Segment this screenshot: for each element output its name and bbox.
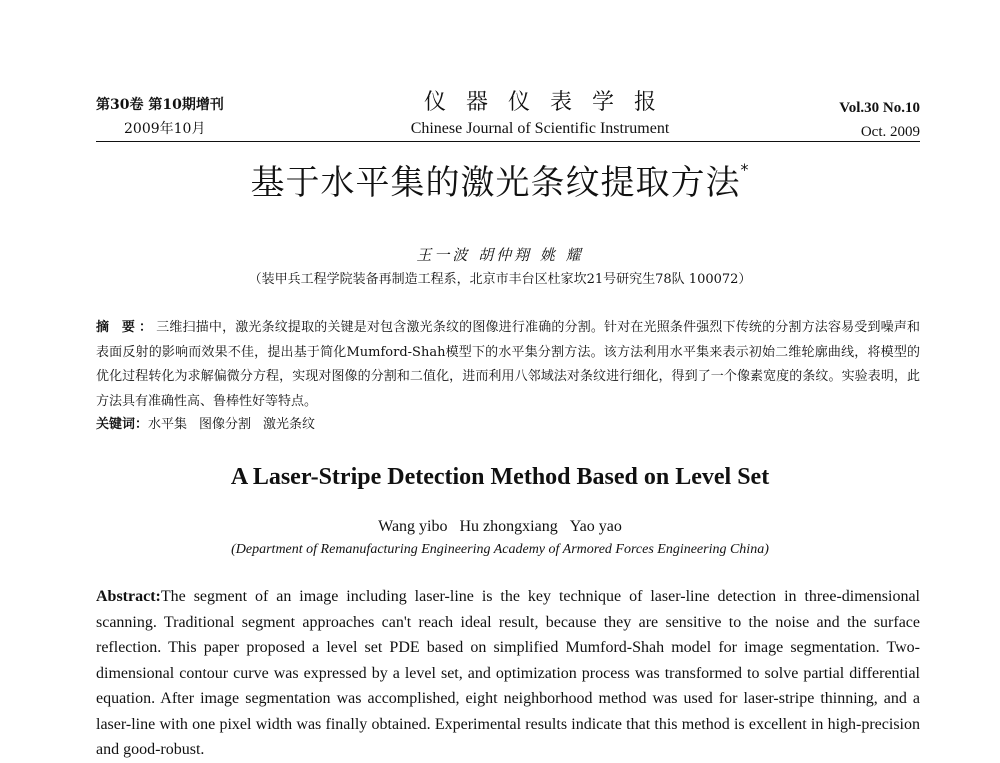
journal-volume-info	[839, 96, 920, 144]
issue-date-en: Oct. 2009	[860, 124, 920, 140]
affiliation-cn: （装甲兵工程学院装备再制造工程系，北京市丰台区杜家坎21号研究生78队 100072）	[248, 272, 752, 287]
journal-issue-info	[96, 93, 224, 141]
keyword-item: 水平集	[148, 417, 188, 432]
paper-title-cn	[0, 160, 1000, 206]
header-rule	[96, 141, 920, 142]
paper-title-en: A Laser-Stripe Detection Method Based on Level Set	[230, 464, 770, 490]
keywords-cn	[96, 414, 920, 436]
abstract-cn-text: 三维扫描中，激光条纹提取的关键是对包含激光条纹的图像进行准确的分割。针对在光照条件强烈下传统的分割方法容易受到噪声和表面反射的影响而效果不佳，提出基于简化Mumford-Shah模型下的水平集分割方法。该方法利用水平集来表示初始二维轮廓曲线，将模型的优化过程转化为求解偏微分方程，实现对图像的分割和二值化，进而利用八邻域法对条纹进行细化，得到了一个像素宽度的条纹。实验表明，此方法具有准确性高、鲁棒性好等特点。	[96, 320, 920, 409]
affiliation-en: (Department of Remanufacturing Engineering Academy of Armored Forces Engineering China)	[231, 542, 769, 557]
volume-label: Vol.30 No.10	[839, 100, 920, 116]
issue-date-cn: 2009年10月	[124, 121, 206, 137]
keyword-item: 激光条纹	[263, 417, 316, 432]
journal-name	[360, 88, 720, 140]
abstract-en-text: The segment of an image including laser-line is the key technique of laser-line detection in three-dimensional scanning. Traditional segment approaches can't reach ideal result, because they are sensitive to the noise and the surface reflection. This paper proposed a level set PDE based on simplified Mumford-Shah model for image segmentation. Two-dimensional contour curve was expressed by a level set, and optimization process was transformed to solve partial differential equation. After image segmentation was accomplished, eight neighborhood method was used for laser-stripe thinning, and a laser-line with one pixel width was finally obtained. Experimental results indicate that this method is excellent in high-precision and good-robust.	[96, 588, 920, 758]
author-name: Yao yao	[569, 518, 622, 535]
abstract-en-label: Abstract:	[96, 588, 161, 605]
authors-en	[0, 516, 1000, 538]
abstract-en	[96, 584, 920, 763]
authors-cn: 王一波 胡仲翔 姚 耀	[416, 246, 584, 264]
author-name: Hu zhongxiang	[459, 518, 558, 535]
journal-name-en: Chinese Journal of Scientific Instrument	[410, 120, 670, 137]
keywords-cn-label: 关键词：	[96, 417, 149, 432]
author-name: Wang yibo	[378, 518, 448, 535]
paper-title-cn-text: 基于水平集的激光条纹提取方法	[250, 163, 741, 203]
abstract-cn-label: 摘 要：	[96, 320, 157, 335]
title-footnote-mark: *	[740, 160, 750, 179]
keyword-item: 图像分割	[199, 417, 252, 432]
issue-label: 第30卷 第10期增刊	[96, 97, 224, 113]
abstract-cn	[96, 316, 920, 414]
journal-name-cn: 仪器仪表学报	[423, 90, 676, 115]
